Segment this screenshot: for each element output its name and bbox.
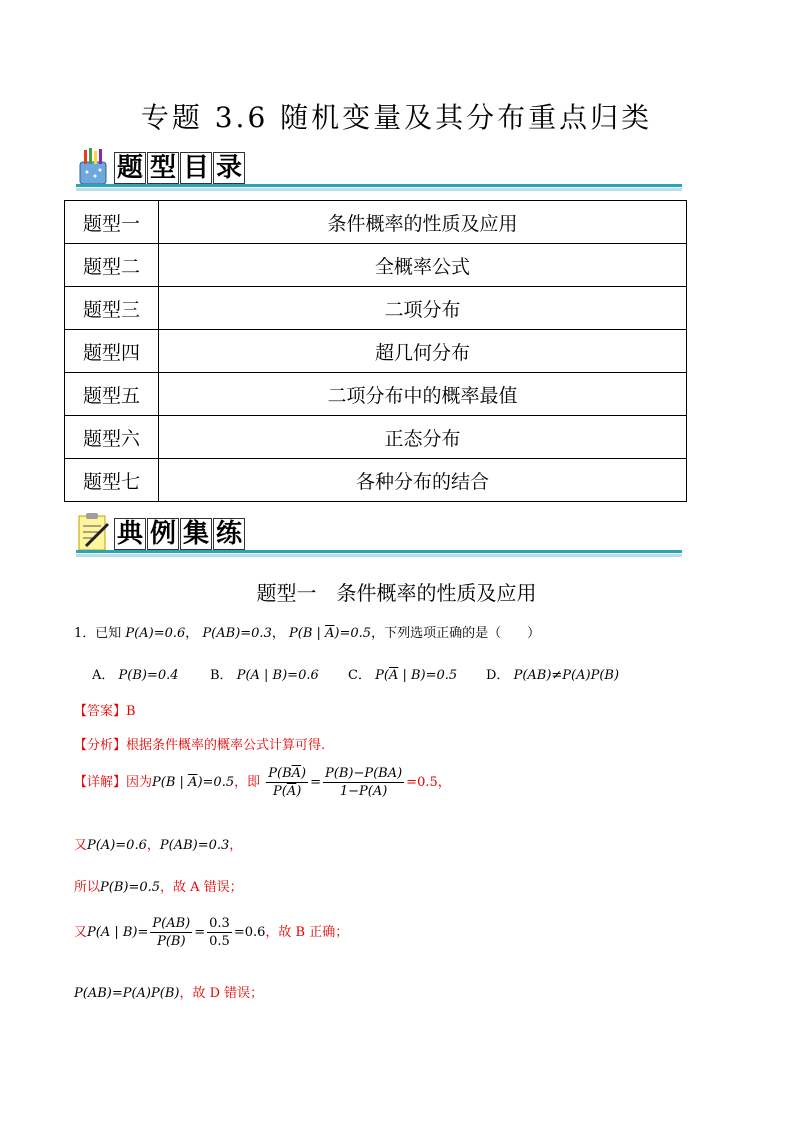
fraction-num bbox=[266, 766, 308, 783]
separator: ， bbox=[271, 626, 285, 641]
solution-line-given bbox=[74, 834, 242, 853]
solution-line-d bbox=[74, 982, 263, 1001]
math-part: P(B | bbox=[152, 775, 189, 790]
toc-type: 题型二 bbox=[65, 244, 159, 287]
math-expr: P(AB)=0.3 bbox=[159, 838, 230, 853]
fraction bbox=[323, 766, 404, 799]
table-row bbox=[65, 244, 687, 287]
fraction bbox=[266, 766, 308, 799]
fraction-den: 1−P(A) bbox=[339, 784, 388, 799]
pencil-cup-icon bbox=[76, 146, 112, 186]
solution-line-a bbox=[74, 876, 243, 895]
answer-value: B bbox=[126, 704, 136, 719]
fraction-den: P(B) bbox=[157, 934, 186, 949]
page-title: 专题 3.6 随机变量及其分布重点归类 bbox=[140, 101, 653, 134]
math-expr bbox=[152, 775, 234, 790]
toc-type: 题型七 bbox=[65, 459, 159, 502]
toc-type: 题型六 bbox=[65, 416, 159, 459]
math-part: )=0.5 bbox=[197, 775, 235, 790]
math-overline: $\overline{A}$ bbox=[291, 766, 302, 781]
detail-text: ，即 bbox=[234, 775, 261, 790]
notepad-pen-icon bbox=[76, 512, 112, 552]
math-expr: P(A)=0.6 bbox=[125, 626, 186, 641]
fraction-num: P(B)−P(BA) bbox=[325, 766, 403, 781]
detail-tag: 【详解】 bbox=[74, 775, 127, 790]
solution-line-b bbox=[74, 916, 348, 949]
table-row bbox=[65, 201, 687, 244]
option-c[interactable] bbox=[348, 664, 457, 683]
option-label: A． bbox=[92, 668, 115, 683]
line-text: ，故 A 错误； bbox=[160, 880, 243, 895]
toc-type: 题型五 bbox=[65, 373, 159, 416]
separator: ， bbox=[229, 838, 243, 853]
examples-header-char: 例 bbox=[147, 518, 179, 550]
toc-topic: 二项分布中的概率最值 bbox=[159, 373, 687, 416]
math-expr: P(B)=0.5 bbox=[100, 880, 161, 895]
option-label: D． bbox=[486, 668, 510, 683]
analysis-line bbox=[74, 734, 325, 753]
line-prefix: 又 bbox=[74, 838, 88, 853]
fraction-num: 0.3 bbox=[209, 916, 230, 931]
toc-table bbox=[64, 200, 687, 502]
option-label: C． bbox=[348, 668, 371, 683]
analysis-text: 根据条件概率的概率公式计算可得. bbox=[126, 738, 326, 753]
equals-sign: = bbox=[310, 775, 321, 790]
math-expr bbox=[375, 668, 457, 683]
toc-type: 题型四 bbox=[65, 330, 159, 373]
table-row bbox=[65, 459, 687, 502]
fraction bbox=[150, 916, 192, 949]
question-number: 1．已知 bbox=[74, 626, 122, 641]
math-part: P( bbox=[273, 784, 287, 799]
line-prefix: 所以 bbox=[74, 880, 101, 895]
math-overline: $\overline{A}$ bbox=[325, 626, 335, 641]
toc-topic: 全概率公式 bbox=[159, 244, 687, 287]
math-part: P(B | bbox=[289, 626, 326, 641]
toc-header-char: 题 bbox=[114, 152, 146, 184]
detail-result: =0.5， bbox=[406, 775, 451, 790]
table-row bbox=[65, 287, 687, 330]
math-expr: P(AB)=P(A)P(B) bbox=[74, 986, 180, 1001]
detail-text: 因为 bbox=[126, 775, 153, 790]
toc-topic: 正态分布 bbox=[159, 416, 687, 459]
fraction-den bbox=[266, 783, 308, 799]
examples-header-char: 集 bbox=[180, 518, 212, 550]
math-part: P( bbox=[375, 668, 389, 683]
math-expr bbox=[289, 626, 371, 641]
line-text: ，故 B 正确； bbox=[265, 925, 349, 940]
math-expr: =0.6 bbox=[233, 925, 266, 940]
toc-header-char: 录 bbox=[213, 152, 245, 184]
math-part: ) bbox=[296, 784, 302, 799]
analysis-tag: 【分析】 bbox=[74, 738, 127, 753]
option-b[interactable] bbox=[210, 664, 319, 683]
math-part: )=0.5 bbox=[334, 626, 372, 641]
toc-type: 题型三 bbox=[65, 287, 159, 330]
toc-header bbox=[76, 146, 686, 194]
math-expr: P(B)=0.4 bbox=[118, 668, 179, 683]
toc-topic: 二项分布 bbox=[159, 287, 687, 330]
toc-topic: 各种分布的结合 bbox=[159, 459, 687, 502]
fraction-den: 0.5 bbox=[209, 934, 230, 949]
table-row bbox=[65, 373, 687, 416]
math-expr: P(AB)=0.3 bbox=[202, 626, 272, 641]
question-stem bbox=[74, 622, 540, 641]
toc-topic: 超几何分布 bbox=[159, 330, 687, 373]
math-overline: $\overline{A}$ bbox=[286, 784, 297, 799]
fraction bbox=[207, 916, 232, 949]
question-suffix: ，下列选项正确的是（ ） bbox=[371, 626, 541, 641]
answer-tag: 【答案】 bbox=[74, 704, 127, 719]
toc-header-char: 型 bbox=[147, 152, 179, 184]
toc-topic: 条件概率的性质及应用 bbox=[159, 201, 687, 244]
line-text: ，故 D 错误； bbox=[179, 986, 264, 1001]
fraction-num: P(AB) bbox=[152, 916, 191, 931]
section-title: 题型一 条件概率的性质及应用 bbox=[256, 581, 537, 605]
math-part: ) bbox=[301, 766, 307, 781]
math-expr: P(A)=0.6 bbox=[87, 838, 147, 853]
table-row bbox=[65, 330, 687, 373]
header-divider-light bbox=[76, 554, 682, 557]
header-divider bbox=[76, 550, 682, 553]
line-prefix: 又 bbox=[74, 925, 88, 940]
separator: ， bbox=[146, 838, 160, 853]
detail-line bbox=[74, 766, 451, 799]
math-overline: $\overline{A}$ bbox=[388, 668, 399, 683]
header-divider bbox=[76, 184, 682, 187]
option-d[interactable] bbox=[486, 664, 619, 683]
math-expr: P(AB)≠P(A)P(B) bbox=[513, 668, 620, 683]
equals-sign: = bbox=[194, 925, 206, 940]
toc-header-char: 目 bbox=[180, 152, 212, 184]
math-expr: P(A | B)=0.6 bbox=[236, 668, 319, 683]
option-a[interactable] bbox=[92, 664, 179, 683]
math-expr: P(A | B)= bbox=[87, 925, 149, 940]
examples-header-char: 典 bbox=[114, 518, 146, 550]
separator: ， bbox=[185, 626, 199, 641]
math-part: P(B bbox=[268, 766, 292, 781]
toc-type: 题型一 bbox=[65, 201, 159, 244]
header-divider-light bbox=[76, 188, 682, 191]
answer-line bbox=[74, 700, 136, 719]
examples-header-char: 练 bbox=[213, 518, 245, 550]
math-part: | B)=0.5 bbox=[398, 668, 458, 683]
option-label: B． bbox=[210, 668, 233, 683]
examples-header bbox=[76, 512, 686, 560]
table-row bbox=[65, 416, 687, 459]
math-overline: $\overline{A}$ bbox=[188, 775, 198, 790]
